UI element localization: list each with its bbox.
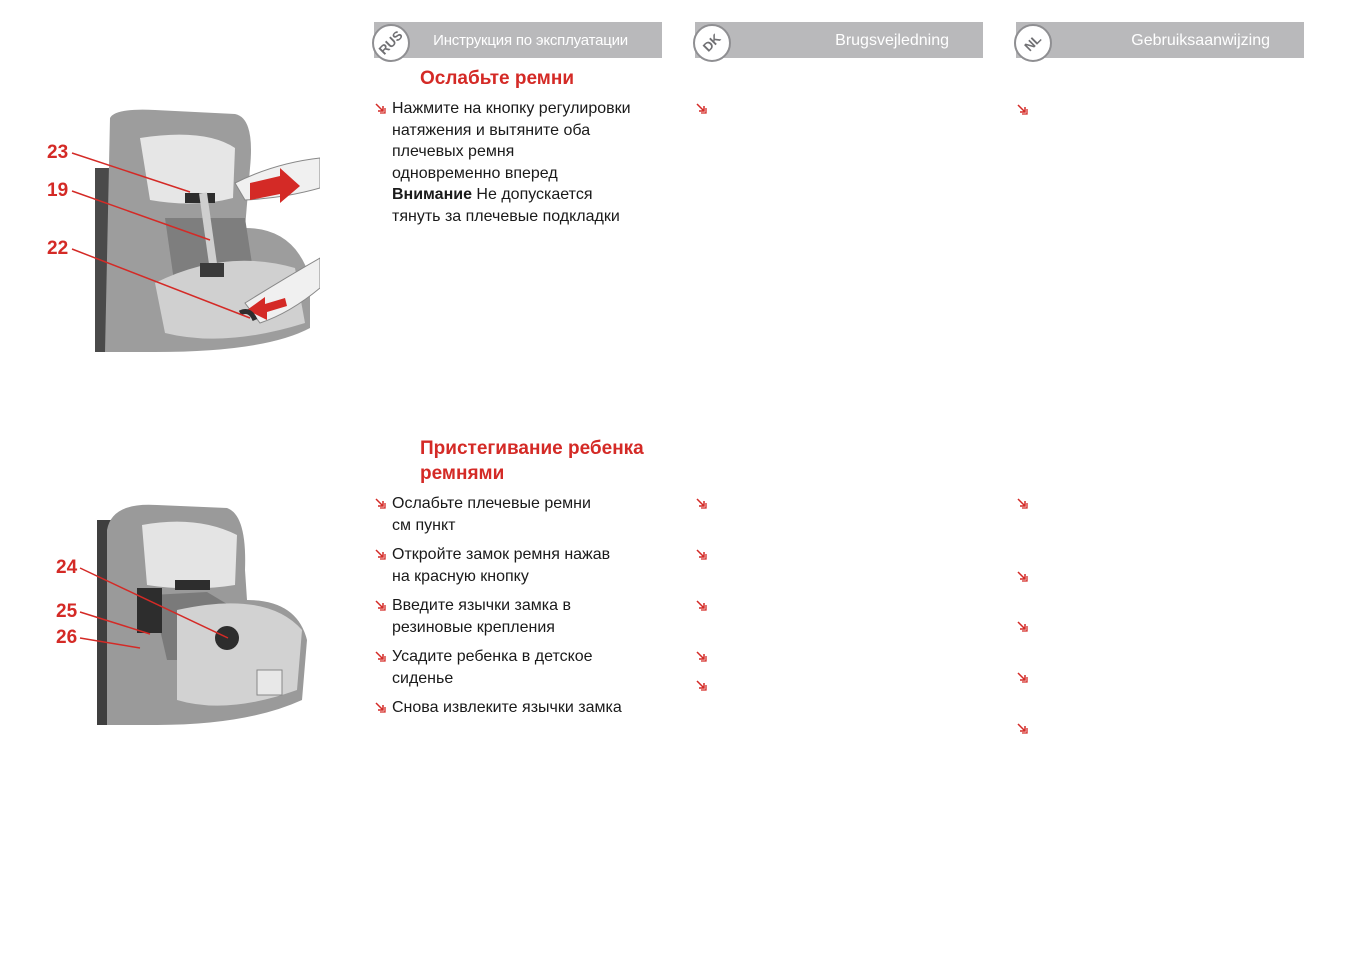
nl-badge-icon: NL [1014,24,1052,62]
header-dk-title: Brugsvejledning [835,32,949,49]
red-hollow-arrow-icon [1016,620,1032,636]
red-hollow-arrow-icon [695,679,711,695]
red-hollow-arrow-icon [695,548,711,564]
red-hollow-arrow-icon [695,599,711,615]
section2-item-5: Снова извлеките язычки замка [374,697,664,719]
header-rus-title: Инструкция по эксплуатации [433,32,628,49]
callout-25: 25 [56,601,78,622]
dk-badge-icon: DK [693,24,731,62]
red-hollow-arrow-icon [1016,103,1032,119]
callout-lines-1 [70,140,260,325]
red-hollow-arrow-icon [374,497,390,513]
section2-item-4: Усадите ребенка в детское сиденье [374,646,664,689]
red-hollow-arrow-icon [1016,497,1032,513]
section1-item: Нажмите на кнопку регулировки натяжения и вытяните оба плечевых ремня одновременно вперед Внимание Не допускается тянуть за плечевые подкладки [374,98,664,227]
red-hollow-arrow-icon [374,701,390,717]
section2-title: Пристегивание ребенка ремнями [420,438,644,484]
header-dk [695,22,983,58]
red-hollow-arrow-icon [695,102,711,118]
callout-19: 19 [47,180,69,201]
section1-title: Ослабьте ремни [420,68,575,89]
header-rus [374,22,662,58]
section2-item-3: Введите язычки замка в резиновые крепления [374,595,664,638]
callout-23: 23 [47,142,69,163]
red-hollow-arrow-icon [374,548,390,564]
rus-badge-icon: RUS [372,24,410,62]
callout-26: 26 [56,627,78,648]
red-hollow-arrow-icon [1016,722,1032,738]
section2-item-1: Ослабьте плечевые ремни см пункт [374,493,664,536]
red-hollow-arrow-icon [695,497,711,513]
callout-lines-2 [78,560,248,660]
header-nl-title: Gebruiksaanwijzing [1131,32,1270,49]
red-hollow-arrow-icon [374,102,390,118]
header-nl [1016,22,1304,58]
red-hollow-arrow-icon [1016,570,1032,586]
red-hollow-arrow-icon [695,650,711,666]
red-hollow-arrow-icon [374,650,390,666]
callout-22: 22 [47,238,69,259]
red-hollow-arrow-icon [374,599,390,615]
red-hollow-arrow-icon [1016,671,1032,687]
callout-24: 24 [56,557,78,578]
section2-item-2: Откройте замок ремня нажав на красную кнопку [374,544,664,587]
